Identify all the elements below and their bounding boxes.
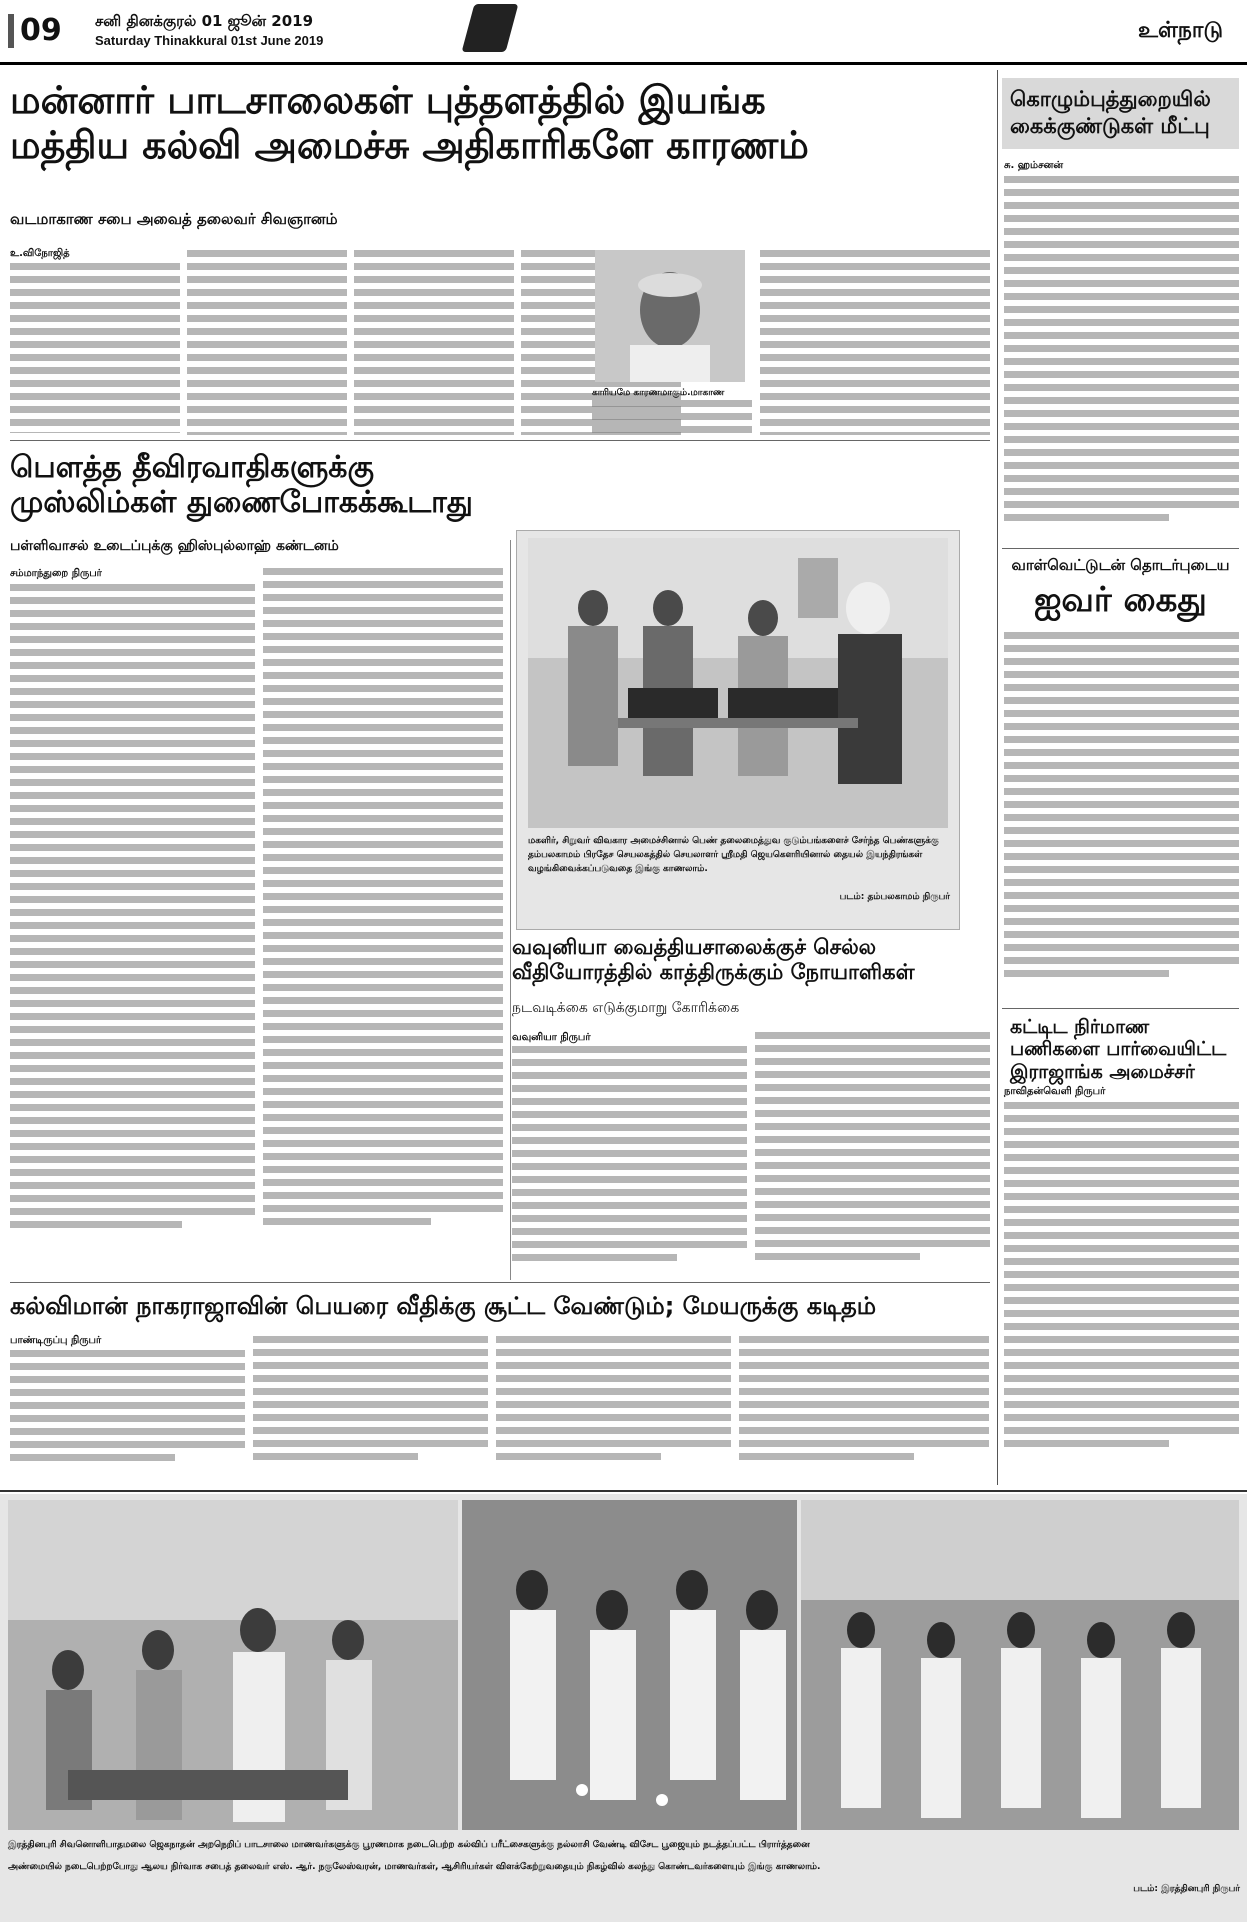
group-photo-icon (528, 538, 948, 828)
article2-subheading: பள்ளிவாசல் உடைப்புக்கு ஹிஸ்புல்லாஹ் கண்டனம் (10, 538, 339, 554)
article3-headline-line1: வவுனியா வைத்தியசாலைக்குச் செல்ல (512, 935, 877, 959)
article4-byline: பாண்டிருப்பு நிருபர் (10, 1335, 102, 1346)
page-number: 09 (8, 14, 62, 48)
divider (0, 1490, 1247, 1492)
ceremony-photo-icon (8, 1500, 458, 1830)
article1-col3 (354, 250, 514, 435)
students-photo-icon (462, 1500, 797, 1830)
bottom-photo-caption-line1: இரத்தினபுரி சிவனொளிபாதமலை ஜெகநாதன் அறநெறிப் பாடசாலை மாணவர்களுக்கு பூரணமாக நடைபெற்ற கல்விப் பரீட்சைகளுக்கு நல்லாசி வேண்டி விசேட பூஜையும் நடத்தப்பட்ட பிரார்த்தனை (8, 1840, 810, 1850)
bottom-photo-credit: படம்: இரத்தினபுரி நிருபர் (1133, 1884, 1240, 1894)
article3-headline (512, 935, 992, 985)
newspaper-logo-icon (462, 4, 519, 52)
bottom-photo-middle (462, 1500, 797, 1830)
article2-col1 (10, 584, 255, 1274)
sidebar-story1-body (1004, 176, 1239, 546)
sidebar-story1-byline: சு. ஹம்சனன் (1004, 160, 1064, 171)
sidebar-story3-body (1004, 1102, 1239, 1480)
article1-headline-line2: மத்திய கல்வி அமைச்சு அதிகாரிகளே காரணம் (10, 122, 809, 167)
article4-col1 (10, 1350, 245, 1480)
article3-col1 (512, 1046, 747, 1274)
date-tamil: சனி தினக்குரல் 01 ஜூன் 2019 (95, 12, 314, 30)
prayer-photo-icon (801, 1500, 1239, 1830)
article2-photo-credit: படம்: தம்பலகாமம் நிருபர் (839, 892, 950, 902)
article1-col1 (10, 263, 180, 433)
sidebar-story2-body (1004, 632, 1239, 1002)
divider (1002, 548, 1239, 549)
article4-col2 (253, 1336, 488, 1480)
sidebar-story3-byline: நாவிதன்வெளி நிருபர் (1004, 1086, 1106, 1097)
bottom-photo-right (801, 1500, 1239, 1830)
article4-col3 (496, 1336, 731, 1480)
sidebar-story2-kicker: வாள்வெட்டுடன் தொடர்புடைய (1011, 556, 1230, 574)
article3-subheading: நடவடிக்கை எடுக்குமாறு கோரிக்கை (512, 1000, 740, 1016)
sidebar-story1-headline: கொழும்புத்துறையில் கைக்குண்டுகள் மீட்பு (1002, 78, 1239, 149)
article2-byline: சம்மாந்துறை நிருபர் (10, 568, 102, 579)
divider (10, 440, 990, 441)
article3-headline-line2: வீதியோரத்தில் காத்திருக்கும் நோயாளிகள் (512, 959, 915, 984)
article1-col5 (760, 250, 990, 435)
article3-byline: வவுனியா நிருபர் (512, 1032, 591, 1043)
article1-col4b (592, 400, 752, 435)
article1-headline-line1: மன்னார் பாடசாலைகள் புத்தளத்தில் இயங்க (10, 78, 766, 122)
sidebar-rule (997, 70, 998, 1485)
article2-headline-line2: முஸ்லிம்கள் துணைபோகக்கூடாது (10, 485, 473, 521)
article1-subheading: வடமாகாண சபை அவைத் தலைவர் சிவஞானம் (10, 210, 338, 228)
article2-headline (10, 450, 480, 521)
date-english: Saturday Thinakkural 01st June 2019 (95, 33, 324, 48)
masthead-rule (0, 62, 1247, 65)
article1-headline (10, 78, 990, 168)
article2-col2 (263, 568, 503, 1274)
article1-portrait-photo (595, 250, 745, 382)
bottom-photo-caption-line2: அண்மையில் நடைபெற்றபோது ஆலய நிர்வாக சபைத் தலைவர் எஸ். ஆர். நகுலேஸ்வரன், மாணவர்கள், ஆசிரியர்கள் விளக்கேற்றுவதையும் நிகழ்வில் கலந்து கொண்டவர்களையும் இங்கு காணலாம். (8, 1862, 821, 1872)
article1-photo-caption: காரியமே காரணமாகும்.மாகாண (592, 388, 725, 398)
divider (1002, 1008, 1239, 1009)
divider (10, 1282, 990, 1283)
column-rule (510, 540, 511, 1280)
bottom-photo-left (8, 1500, 458, 1830)
article1-col2 (187, 250, 347, 435)
section-title: உள்நாடு (1138, 18, 1224, 43)
article4-headline: கல்விமான் நாகராஜாவின் பெயரை வீதிக்கு சூட்ட வேண்டும்; மேயருக்கு கடிதம் (10, 1292, 877, 1320)
article3-col2 (755, 1032, 990, 1274)
article2-headline-line1: பௌத்த தீவிரவாதிகளுக்கு (10, 450, 374, 485)
article2-photo-caption: மகளிர், சிறுவர் விவகார அமைச்சினால் பெண் தலைமைத்துவ குடும்பங்களைச் சேர்ந்த பெண்களுக்கு தம்பலகாமம் பிரதேச செயலகத்தில் செயலாளர் ஸ்ரீமதி ஜெயகௌரியினால் தையல் இயந்திரங்கள் வழங்கிவைக்கப்படுவதை இங்கு காணலாம். (528, 836, 939, 874)
article2-group-photo (528, 538, 948, 828)
portrait-figure-icon (595, 250, 745, 382)
article4-col4 (739, 1336, 989, 1480)
article1-byline: உ.விநோஜித் (10, 248, 70, 259)
sidebar-story3-headline: கட்டிட நிர்மாண பணிகளை பார்வையிட்ட இராஜாங்க அமைச்சர் (1010, 1016, 1227, 1083)
sidebar-story2-headline: ஐவர் கைது (1034, 580, 1207, 620)
